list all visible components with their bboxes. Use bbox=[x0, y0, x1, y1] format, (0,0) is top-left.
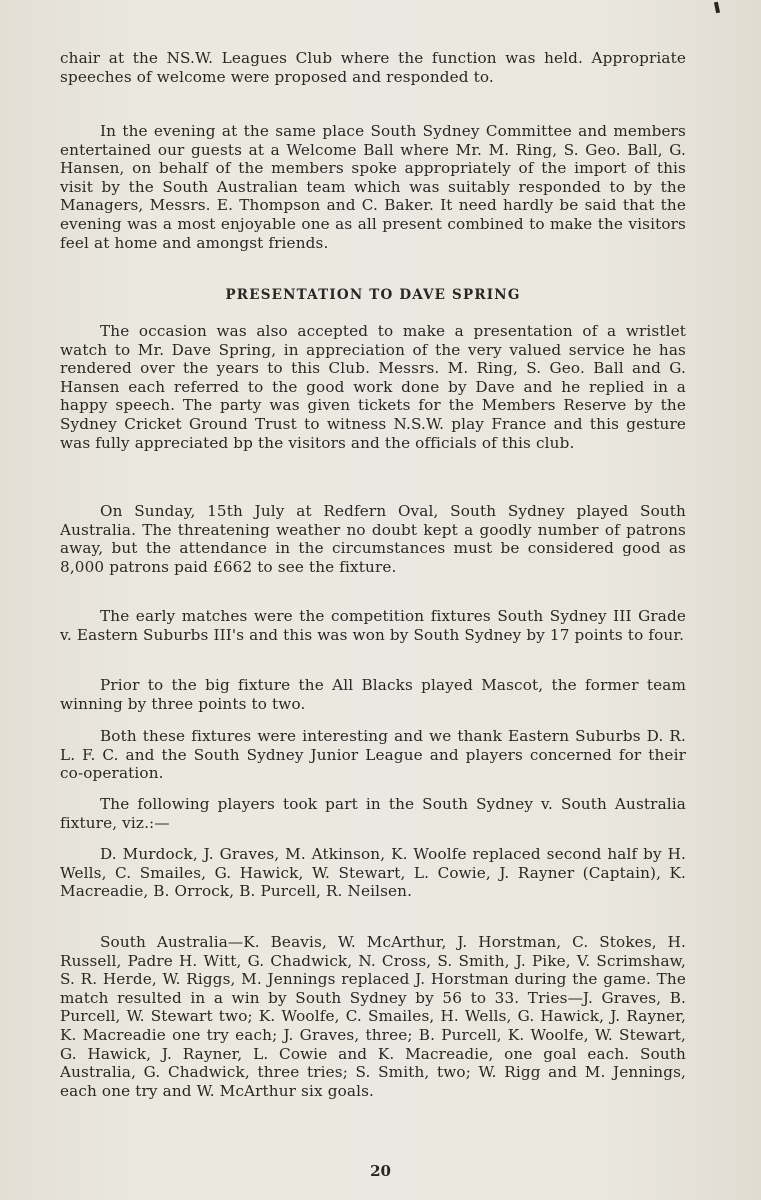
paragraph-south-australia-team: South Australia—K. Beavis, W. McArthur, J. Horstman, C. Stokes, H. Russell, Padre H. Witt, G. Chadwick, N. Cross, S. Smith, J. Pike, V. Scrimshaw, S. R. Herde, W. Riggs, M. Jennings replaced J. Horstman during the game. The match resulted in a win by South Sydney by 56 to 33. Tries—J. Graves, B. Purcell, W. Stewart two; K. Woolfe, C. Smailes, H. Wells, G. Hawick, J. Rayner, K. Macreadie one try each; J. Graves, three; B. Purcell, K. Woolfe, W. Stewart, G. Hawick, J. Rayner, L. Cowie and K. Macreadie, one goal each. South Australia, G. Chadwick, three tries; S. Smith, two; W. Rigg and M. Jennings, each one try and W. McArthur six goals. bbox=[60, 933, 686, 1100]
paragraph-players-intro: The following players took part in the South Sydney v. South Australia fixture, viz.:— bbox=[60, 795, 686, 832]
paragraph-welcome-ball: In the evening at the same place South Sydney Committee and members entertained our guests at a Welcome Ball where Mr. M. Ring, S. Geo. Ball, G. Hansen, on behalf of the members spoke appropriately of the import of this visit by the South Australian team which was suitably responded to by the Managers, Messrs. E. Thompson and C. Baker. It need hardly be said that the evening was a most enjoyable one as all present combined to make the visitors feel at home and amongst friends. bbox=[60, 122, 686, 252]
section-heading: PRESENTATION TO DAVE SPRING bbox=[225, 287, 521, 303]
paragraph-match-day: On Sunday, 15th July at Redfern Oval, South Sydney played South Australia. The threatening weather no doubt kept a goodly number of patrons away, but the attendance in the circumstances must be considered good as 8,000 patrons paid £662 to see the fixture. bbox=[60, 502, 686, 576]
paragraph-thanks: Both these fixtures were interesting and we thank Eastern Suburbs D. R. L. F. C. and the South Sydney Junior League and players concerned for their co-operation. bbox=[60, 727, 686, 783]
paragraph-welcome-function: chair at the NS.W. Leagues Club where the function was held. Appropriate speeches of welcome were proposed and responded to. bbox=[60, 49, 686, 86]
page-number: 20 bbox=[370, 1162, 391, 1180]
corner-mark bbox=[714, 2, 720, 14]
paragraph-all-blacks: Prior to the big fixture the All Blacks played Mascot, the former team winning by three points to two. bbox=[60, 676, 686, 713]
paragraph-early-matches: The early matches were the competition fixtures South Sydney III Grade v. Eastern Suburbs III's and this was won by South Sydney by 17 points to four. bbox=[60, 607, 686, 644]
paragraph-south-sydney-team: D. Murdock, J. Graves, M. Atkinson, K. Woolfe replaced second half by H. Wells, C. Smailes, G. Hawick, W. Stewart, L. Cowie, J. Rayner (Captain), K. Macreadie, B. Orrock, B. Purcell, R. Neilsen. bbox=[60, 845, 686, 901]
paragraph-presentation: The occasion was also accepted to make a presentation of a wristlet watch to Mr. Dave Spring, in appreciation of the very valued service he has rendered over the years to this Club. Messrs. M. Ring, S. Geo. Ball and G. Hansen each referred to the good work done by Dave and he replied in a happy speech. The party was given tickets for the Members Reserve by the Sydney Cricket Ground Trust to witness N.S.W. play France and this gesture was fully appreciated bp the visitors and the officials of this club. bbox=[60, 322, 686, 452]
